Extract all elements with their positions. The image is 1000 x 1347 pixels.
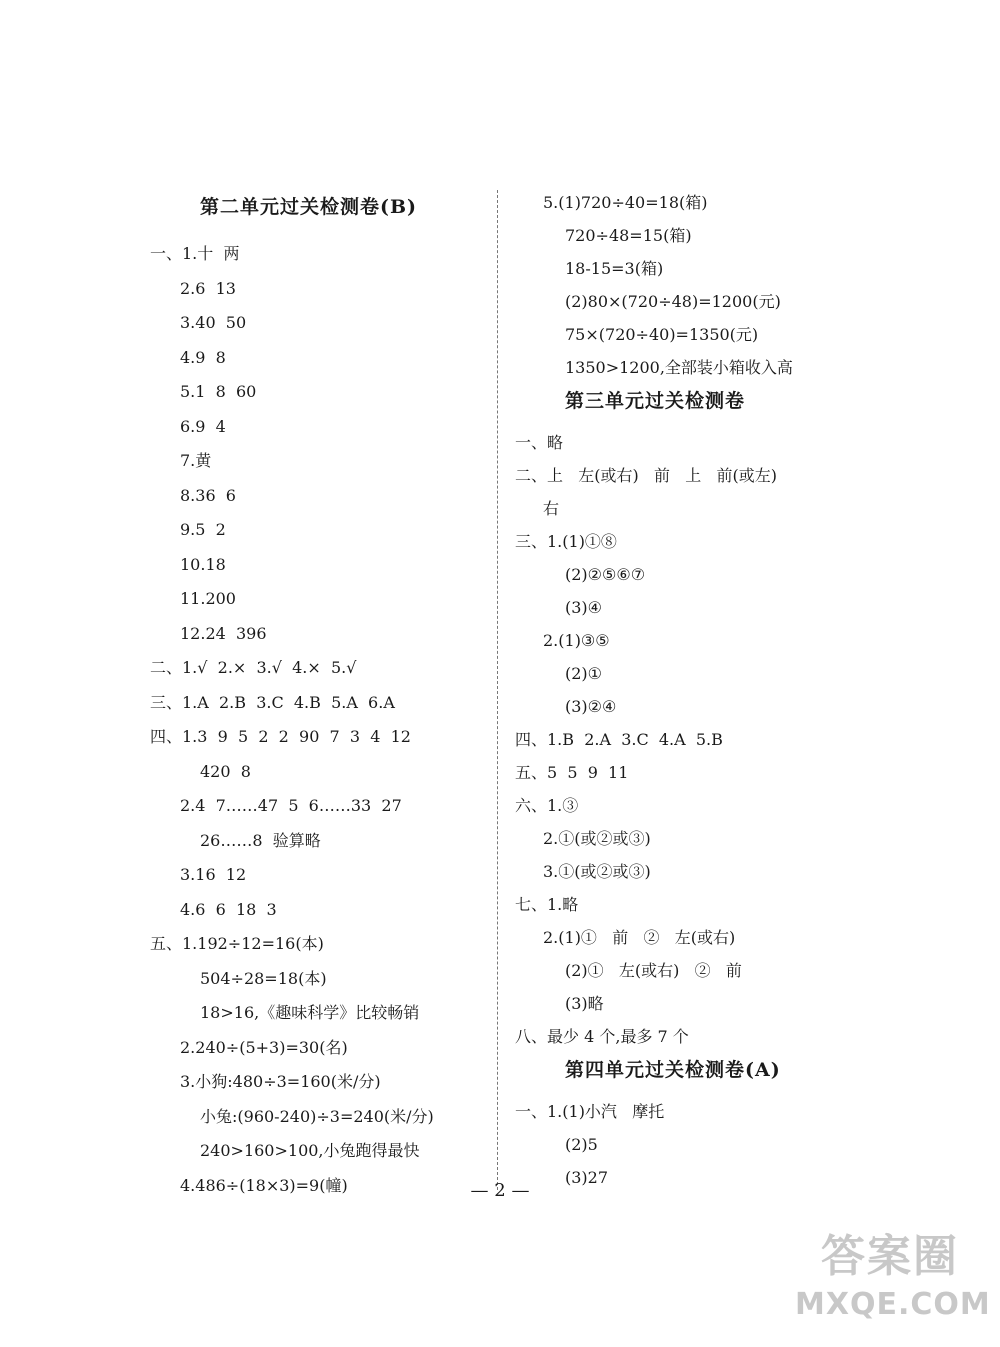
answer-line: 7.黄 (180, 451, 212, 470)
answer-line: 5.1 8 60 (180, 382, 257, 401)
section-title-unit2-b: 第二单元过关检测卷(B) (200, 196, 418, 218)
answer-line: 2.(1)① 前 ② 左(或右) (543, 928, 736, 947)
left-answer-list (150, 237, 485, 1203)
answer-line: 6.9 4 (180, 416, 226, 436)
answer-line: 五、1.192÷12=16(本) (150, 934, 324, 953)
answer-line: 2.(1)③⑤ (543, 631, 610, 650)
answer-line: 2.4 7……47 5 6……33 27 (180, 796, 402, 815)
answer-line: 4.486÷(18×3)=9(幢) (180, 1175, 348, 1195)
answer-line: 8.36 6 (180, 485, 236, 505)
section-title: 第三单元过关检测卷 (565, 390, 746, 412)
answer-line: (2)80×(720÷48)=1200(元) (565, 292, 781, 311)
answer-line: 26……8 验算略 (200, 830, 321, 850)
answer-line: 2.240÷(5+3)=30(名) (180, 1037, 348, 1057)
answer-line: 四、1.3 9 5 2 2 90 7 3 4 12 (150, 727, 411, 746)
answer-line: 5.(1)720÷40=18(箱) (543, 193, 708, 212)
answer-line: 3.①(或②或③) (543, 862, 651, 881)
watermark-url: MXQE.COM (795, 1287, 991, 1322)
left-column (150, 190, 485, 1203)
answer-line: 720÷48=15(箱) (565, 226, 692, 245)
column-divider (497, 190, 498, 1190)
answer-line: 1350>1200,全部装小箱收入高 (565, 358, 793, 377)
answer-line: 504÷28=18(本) (200, 968, 327, 988)
answer-line: 二、上 左(或右) 前 上 前(或左) (515, 466, 778, 485)
answer-line: 75×(720÷40)=1350(元) (565, 325, 759, 344)
answer-line: 2.6 13 (180, 278, 236, 298)
answer-line: 12.24 396 (180, 623, 267, 643)
answer-line: 9.5 2 (180, 520, 226, 539)
answer-line: (3)27 (565, 1168, 609, 1187)
answer-line: 4.9 8 (180, 347, 226, 367)
answer-line: (3)略 (565, 994, 604, 1013)
answer-line: 4.6 6 18 3 (180, 899, 277, 919)
page-number: — 2 — (470, 1180, 530, 1201)
answer-line: 420 8 (200, 761, 251, 781)
answer-line: 六、1.③ (515, 796, 579, 815)
answer-line: (2)① 左(或右) ② 前 (565, 961, 742, 980)
answer-line: (2)① (565, 664, 603, 683)
answer-line: 11.200 (180, 589, 236, 608)
answer-line: 3.小狗:480÷3=160(米/分) (180, 1072, 381, 1091)
section-title: 第四单元过关检测卷(A) (565, 1059, 781, 1081)
answer-line: 三、1.(1)①⑧ (515, 532, 617, 551)
answer-line: 四、1.B 2.A 3.C 4.A 5.B (515, 730, 723, 749)
answer-line: 18>16,《趣味科学》比较畅销 (200, 1003, 420, 1022)
site-watermark (795, 1229, 991, 1339)
answer-line: 小兔:(960-240)÷3=240(米/分) (200, 1106, 434, 1126)
watermark-logo: 答案圈 (821, 1231, 959, 1282)
answer-line: (3)②④ (565, 697, 617, 716)
answer-line: 一、1.十 两 (150, 244, 240, 263)
answer-line: 五、5 5 9 11 (515, 763, 629, 782)
answer-line: 3.16 12 (180, 865, 247, 884)
answer-line: 二、1.√ 2.× 3.√ 4.× 5.√ (150, 658, 357, 677)
answer-line: 七、1.略 (515, 895, 579, 914)
right-column (515, 186, 855, 1194)
answer-line: 三、1.A 2.B 3.C 4.B 5.A 6.A (150, 692, 395, 712)
answer-line: 一、1.(1)小汽 摩托 (515, 1102, 665, 1121)
answer-line: (2)②⑤⑥⑦ (565, 565, 646, 584)
answer-line: 10.18 (180, 554, 226, 574)
answer-line: 240>160>100,小兔跑得最快 (200, 1141, 420, 1160)
answer-line: 18-15=3(箱) (565, 259, 664, 278)
answer-line: 一、略 (515, 433, 564, 452)
answer-line: (3)④ (565, 598, 603, 617)
answer-line: 2.①(或②或③) (543, 829, 651, 848)
answer-line: 3.40 50 (180, 313, 247, 332)
answer-line: 八、最少 4 个,最多 7 个 (515, 1027, 689, 1046)
answer-line: (2)5 (565, 1135, 598, 1154)
answer-line: 右 (543, 499, 560, 518)
